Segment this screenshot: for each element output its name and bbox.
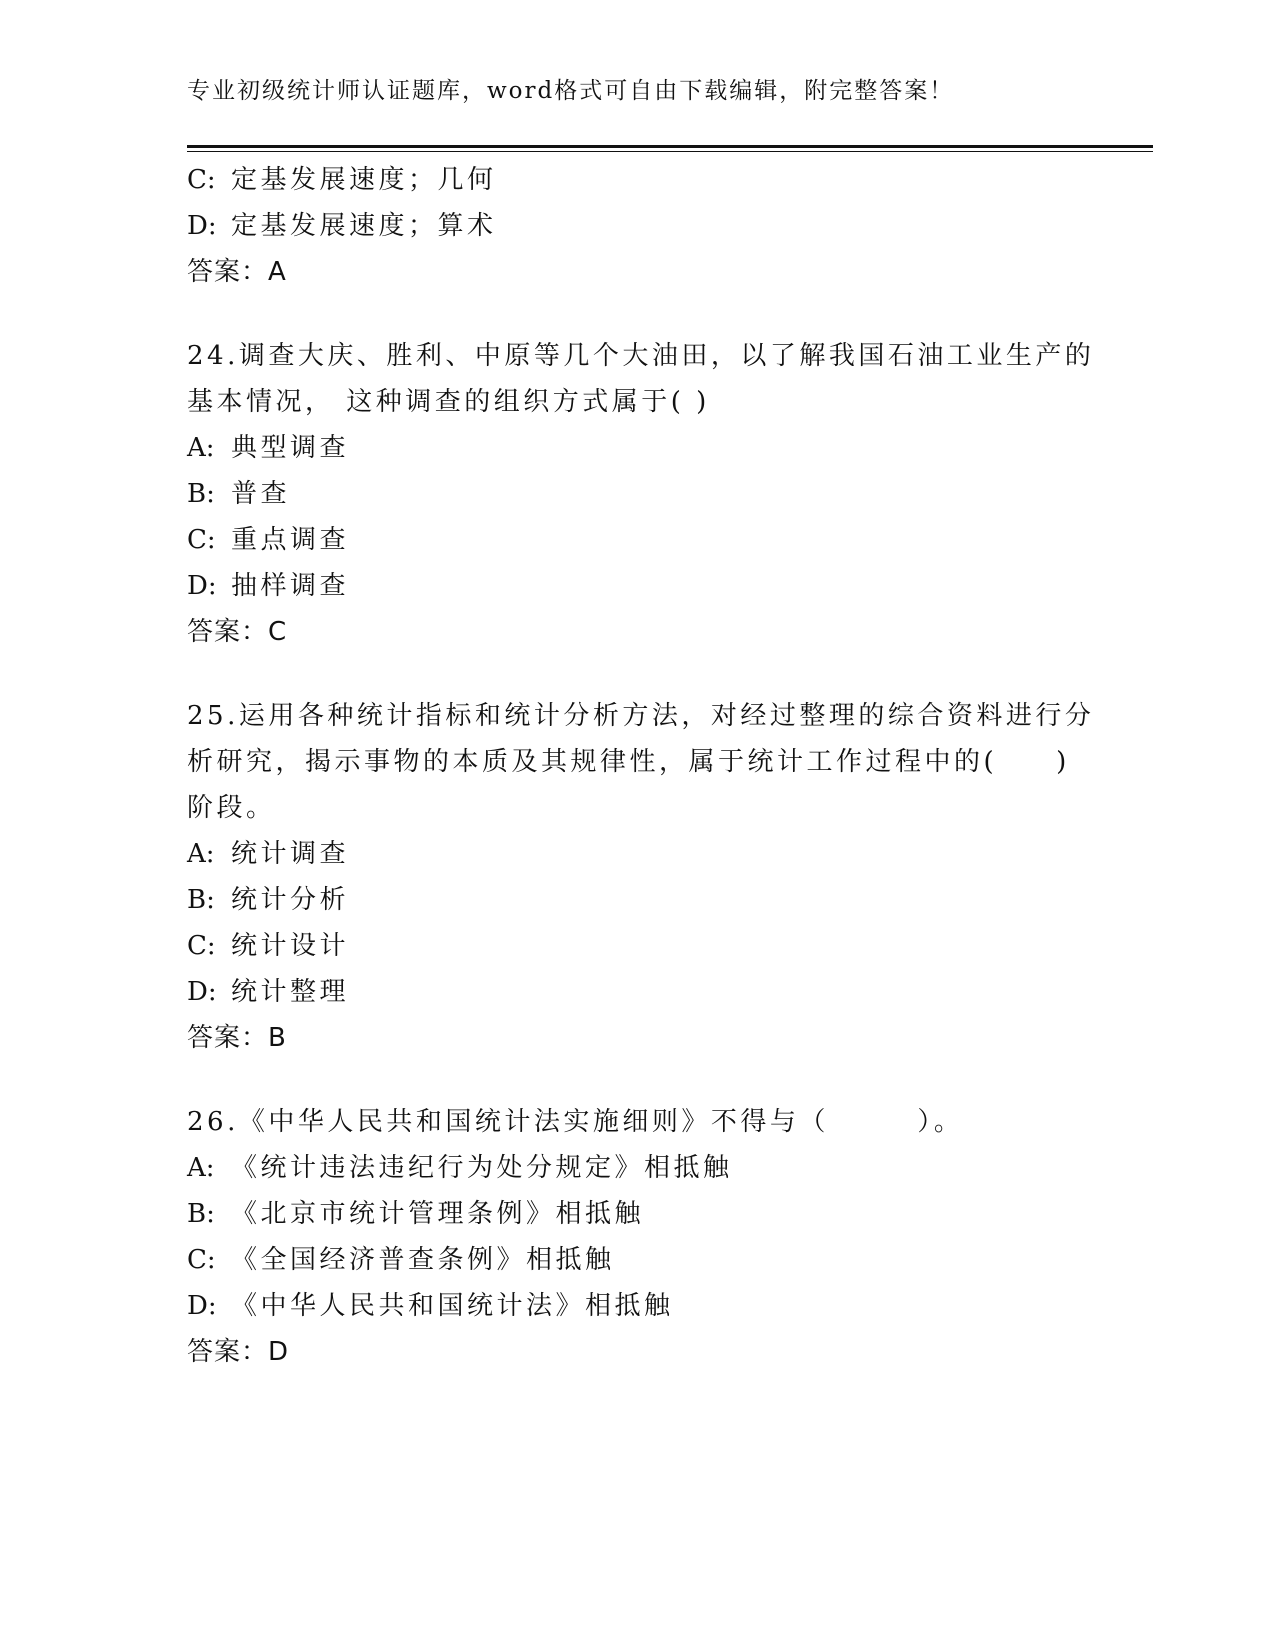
question-block-prev — [187, 157, 1087, 295]
option-text: 《全国经济普查条例》相抵触 — [231, 1245, 615, 1275]
answer-prefix: 答案： — [187, 257, 269, 287]
answer-value: B — [268, 1023, 287, 1053]
option-a — [187, 1145, 1087, 1191]
answer-prefix: 答案： — [187, 1023, 269, 1053]
answer-line — [187, 1015, 1087, 1061]
option-text: 统计分析 — [231, 885, 350, 915]
option-text: 普查 — [231, 479, 291, 509]
option-label: A: — [187, 839, 215, 869]
option-label: C: — [187, 1245, 216, 1275]
question-stem-line: 阶段。 — [187, 793, 276, 823]
option-text: 定基发展速度；几何 — [231, 165, 497, 195]
option-label: C: — [187, 931, 216, 961]
option-label: D: — [187, 571, 217, 601]
answer-prefix: 答案： — [187, 1337, 269, 1367]
option-d — [187, 969, 1087, 1015]
option-d — [187, 1283, 1087, 1329]
option-text: 抽样调查 — [231, 571, 350, 601]
option-d — [187, 563, 1087, 609]
answer-line — [187, 1329, 1087, 1375]
option-label: A: — [187, 1153, 215, 1183]
option-label: D: — [187, 977, 217, 1007]
header-rule-thin — [187, 151, 1153, 152]
option-b — [187, 471, 1087, 517]
option-d — [187, 203, 1087, 249]
option-b — [187, 877, 1087, 923]
option-label: B: — [187, 479, 215, 509]
question-stem-line: 析研究，揭示事物的本质及其规律性，属于统计工作过程中的( ) — [187, 747, 1070, 777]
option-a — [187, 831, 1087, 877]
option-text: 统计整理 — [231, 977, 350, 1007]
option-text: 《统计违法违纪行为处分规定》相抵触 — [231, 1153, 733, 1183]
option-text: 统计调查 — [231, 839, 350, 869]
question-list — [187, 157, 1095, 1375]
option-c — [187, 923, 1087, 969]
page-header: 专业初级统计师认证题库，word格式可自由下载编辑，附完整答案！ — [187, 78, 955, 104]
option-c — [187, 517, 1087, 563]
question-block-25 — [187, 693, 1095, 1061]
question-block-24 — [187, 333, 1095, 655]
option-c — [187, 157, 1087, 203]
question-stem-line: 26.《中华人民共和国统计法实施细则》不得与（ ）。 — [187, 1107, 964, 1137]
option-label: B: — [187, 885, 215, 915]
option-text: 典型调查 — [231, 433, 350, 463]
question-stem-line: 基本情况， 这种调查的组织方式属于( ) — [187, 387, 710, 417]
option-text: 定基发展速度；算术 — [231, 211, 497, 241]
option-a — [187, 425, 1087, 471]
option-label: A: — [187, 433, 215, 463]
header-rule-thick — [187, 145, 1153, 148]
option-text: 重点调查 — [231, 525, 350, 555]
option-text: 统计设计 — [231, 931, 350, 961]
question-block-26 — [187, 1099, 1087, 1375]
option-label: D: — [187, 211, 217, 241]
answer-value: D — [268, 1337, 290, 1367]
option-label: C: — [187, 165, 216, 195]
question-stem-line: 25.运用各种统计指标和统计分析方法，对经过整理的综合资料进行分 — [187, 701, 1095, 731]
option-label: C: — [187, 525, 216, 555]
answer-line — [187, 249, 1087, 295]
option-text: 《中华人民共和国统计法》相抵触 — [231, 1291, 674, 1321]
answer-value: A — [268, 257, 287, 287]
answer-value: C — [268, 617, 288, 647]
question-stem-line: 24.调查大庆、胜利、中原等几个大油田，以了解我国石油工业生产的 — [187, 341, 1095, 371]
answer-line — [187, 609, 1087, 655]
option-c — [187, 1237, 1087, 1283]
option-text: 《北京市统计管理条例》相抵触 — [231, 1199, 645, 1229]
option-label: B: — [187, 1199, 215, 1229]
option-b — [187, 1191, 1087, 1237]
option-label: D: — [187, 1291, 217, 1321]
answer-prefix: 答案： — [187, 617, 269, 647]
